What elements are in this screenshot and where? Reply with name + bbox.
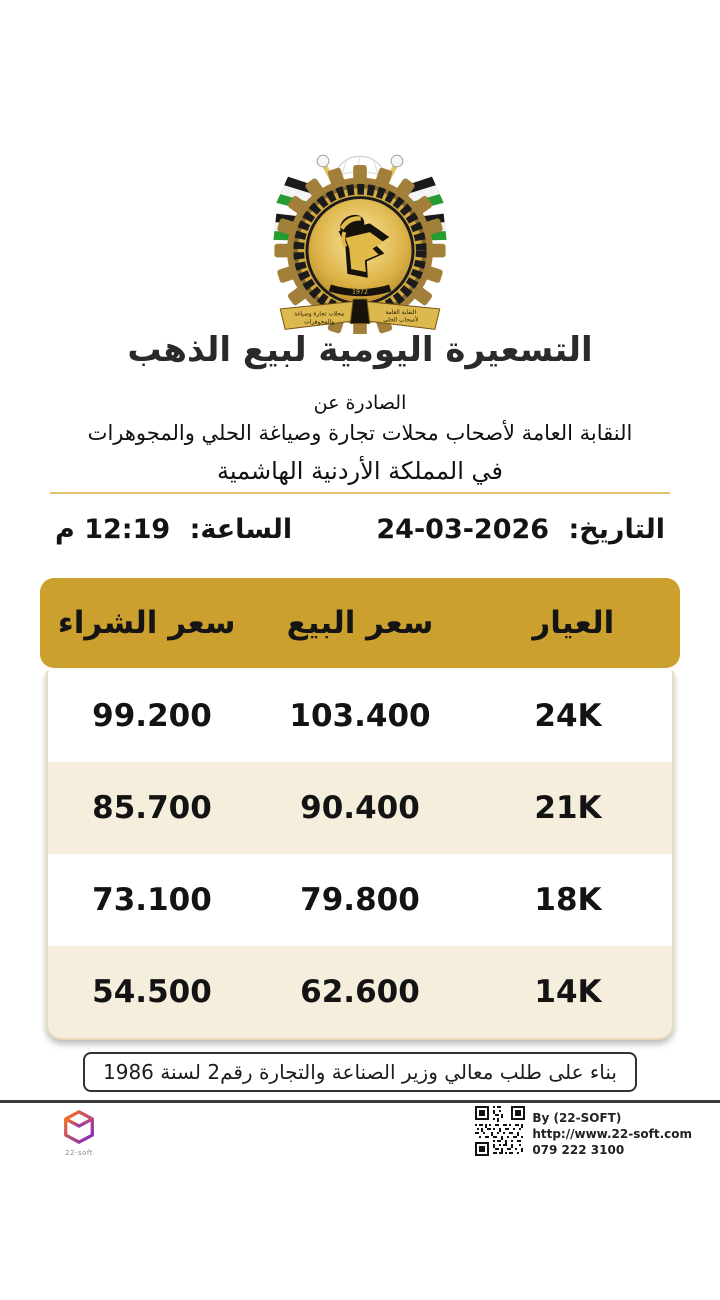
issuer-name: النقابة العامة لأصحاب محلات تجارة وصياغة الحلي والمجوهرات [87,421,633,445]
developer-credit [475,1106,692,1158]
software-brand [56,1108,102,1157]
sell-price: 90.400 [300,790,420,826]
time-group [55,514,292,545]
buy-price: 73.100 [92,882,212,918]
table-row-24k [48,670,672,762]
syndicate-emblem-icon [253,136,467,334]
page-title: التسعيرة اليومية لبيع الذهب [127,330,593,370]
buy-price: 54.500 [92,974,212,1010]
column-header-buy: سعر الشراء [57,605,236,641]
karat-value: 14K [534,974,602,1010]
time-label: الساعة: [189,514,293,545]
karat-value: 18K [534,882,602,918]
table-row-14k [48,946,672,1038]
table-row-18k [48,854,672,946]
ministerial-note: بناء على طلب معالي وزير الصناعة والتجارة رقم2 لسنة 1986 [83,1052,637,1092]
date-group [376,514,665,545]
karat-value: 24K [534,698,602,734]
column-header-sell: سعر البيع [286,605,434,641]
cube-logo-icon [60,1108,98,1146]
credit-text [532,1106,692,1158]
ribbon-text-right-2: لأصحاب الحلي [383,317,419,324]
credit-phone: 079 222 3100 [532,1143,625,1157]
time-value: 12:19 م [55,514,171,545]
table-row-21k [48,762,672,854]
buy-price: 99.200 [92,698,212,734]
ribbon-text-left-2: والمجوهرات [304,319,335,326]
karat-value: 21K [534,790,602,826]
established-year: 1972 [351,288,369,296]
sell-price: 103.400 [289,698,431,734]
ribbon-text-left-1: محلات تجارة وصياغة [294,311,345,318]
price-table-body [46,670,674,1040]
gold-divider [50,492,670,494]
credit-url: http://www.22-soft.com [532,1127,692,1141]
ribbon-text-right-1: النقابة العامة [385,309,417,316]
credits-strip [0,1104,720,1174]
buy-price: 85.700 [92,790,212,826]
sell-price: 79.800 [300,882,420,918]
credit-by: By (22-SOFT) [532,1111,622,1125]
date-value: 24-03-2026 [376,514,550,545]
brand-caption: 22-soft [65,1149,93,1157]
column-header-karat: العيار [532,605,615,641]
sell-price: 62.600 [300,974,420,1010]
datetime-row [55,514,665,545]
price-table-header [40,578,680,668]
date-label: التاريخ: [568,514,665,545]
issued-by-label: الصادرة عن [313,392,407,414]
qr-code-icon [475,1106,525,1156]
footer-divider [0,1100,720,1103]
country-line: في المملكة الأردنية الهاشمية [216,457,504,485]
emblem-container [0,136,720,334]
